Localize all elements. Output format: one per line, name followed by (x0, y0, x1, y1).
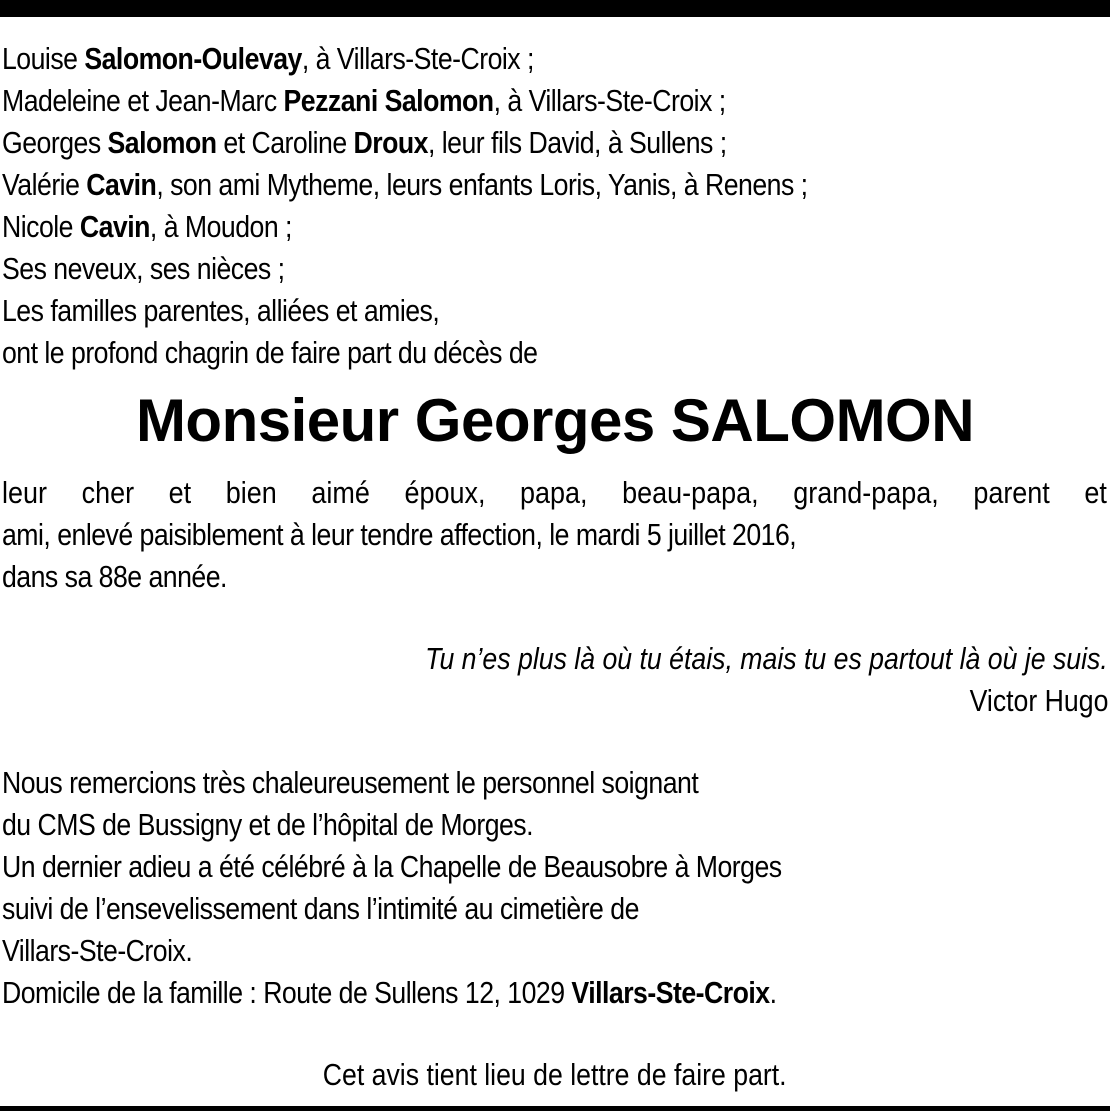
quote-author: Victor Hugo (969, 683, 1108, 718)
thanks-line-2: du CMS de Bussigny et de l’hôpital de Morges. (2, 807, 534, 842)
thanks-line-5: Villars-Ste-Croix. (2, 933, 193, 968)
tribute-line-2: ami, enlevé paisiblement à leur tendre affection, le mardi 5 juillet 2016, (2, 517, 797, 552)
family-line-1: Louise Salomon-Oulevay, à Villars-Ste-Croix ; (2, 41, 534, 76)
family-line-4: Valérie Cavin, son ami Mytheme, leurs enfants Loris, Yanis, à Renens ; (2, 167, 808, 202)
family-line-5: Nicole Cavin, à Moudon ; (2, 209, 292, 244)
thanks-line-4: suivi de l’ensevelissement dans l’intimité au cimetière de (2, 891, 639, 926)
tribute-line-3: dans sa 88e année. (2, 559, 227, 594)
deceased-name: Monsieur Georges SALOMON (135, 387, 975, 454)
domicile-line: Domicile de la famille : Route de Sullens 12, 1029 Villars-Ste-Croix. (2, 975, 777, 1010)
bottom-rule (0, 1106, 1110, 1111)
tribute-line-1: leur cher et bien aimé époux, papa, beau-papa, grand-papa, parent et (2, 475, 1107, 510)
relatives-line-1: Ses neveux, ses nièces ; (2, 251, 285, 286)
relatives-line-2: Les familles parentes, alliées et amies, (2, 293, 440, 328)
announce-line: ont le profond chagrin de faire part du décès de (2, 335, 538, 370)
thanks-line-1: Nous remercions très chaleureusement le personnel soignant (2, 765, 699, 800)
family-line-3: Georges Salomon et Caroline Droux, leur fils David, à Sullens ; (2, 125, 727, 160)
family-line-2: Madeleine et Jean-Marc Pezzani Salomon, à Villars-Ste-Croix ; (2, 83, 726, 118)
thanks-line-3: Un dernier adieu a été célébré à la Chapelle de Beausobre à Morges (2, 849, 782, 884)
top-rule (0, 0, 1110, 17)
quote-text: Tu n’es plus là où tu étais, mais tu es partout là où je suis. (425, 641, 1108, 676)
footer-note: Cet avis tient lieu de lettre de faire part. (323, 1057, 787, 1092)
